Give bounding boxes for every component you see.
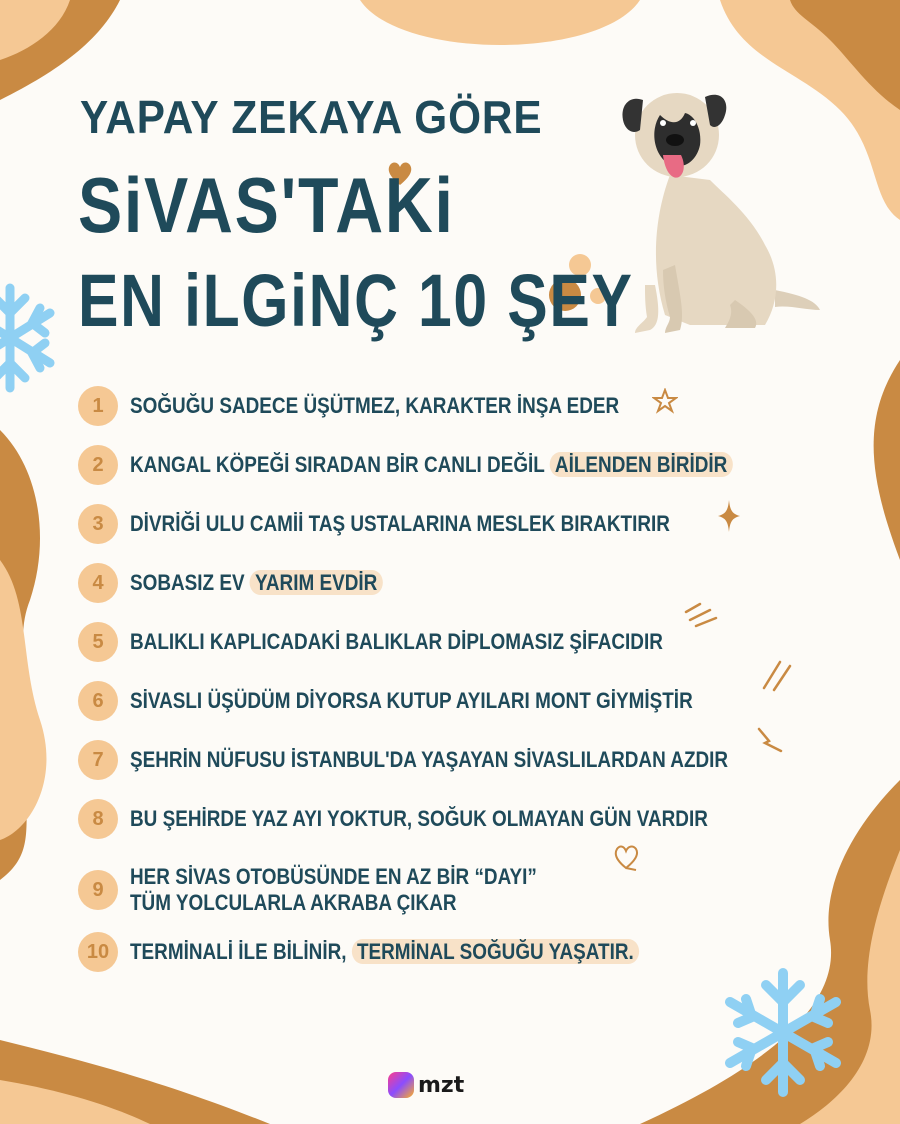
list-item [78, 382, 699, 430]
item-text: BALIKLI KAPLICADAKİ BALIKLAR DİPLOMASIZ ŞİFACIDIR [130, 629, 663, 654]
item-number: 8 [78, 799, 118, 839]
item-text: DİVRİĞİ ULU CAMİİ TAŞ USTALARINA MESLEK BIRAKTIRIR [130, 511, 670, 536]
kangal-dog-illustration [615, 85, 825, 340]
item-text: SOBASIZ EV YARIM EVDİR [130, 570, 382, 596]
item-number: 6 [78, 681, 118, 721]
item-number: 7 [78, 740, 118, 780]
item-number: 1 [78, 386, 118, 426]
item-number: 9 [78, 870, 118, 910]
item-number: 4 [78, 563, 118, 603]
list-item [78, 928, 722, 976]
list-item [78, 860, 603, 920]
logo-mark-icon [388, 1072, 414, 1098]
item-text: SİVASLI ÜŞÜDÜM DİYORSA KUTUP AYILARI MONT GİYMİŞTİR [130, 688, 693, 713]
item-number: 3 [78, 504, 118, 544]
list-item [78, 559, 424, 607]
item-number: 5 [78, 622, 118, 662]
list-item [78, 500, 758, 548]
item-text: KANGAL KÖPEĞİ SIRADAN BİR CANLI DEĞİL AİLENDEN BİRİDİR [130, 452, 732, 478]
list-item [78, 441, 831, 489]
title-line-2: SiVAS'TAKi [78, 161, 455, 249]
logo-text: mzt [418, 1072, 465, 1098]
item-number: 10 [78, 932, 118, 972]
highlight: YARIM EVDİR [250, 570, 383, 595]
list-item [78, 618, 750, 666]
heart-icon [610, 840, 644, 872]
list-item [78, 795, 802, 843]
item-text: HER SİVAS OTOBÜSÜNDE EN AZ BİR “DAYI” TÜM YOLCULARLA AKRABA ÇIKAR [130, 864, 537, 915]
item-text: TERMİNALİ İLE BİLİNİR, TERMİNAL SOĞUĞU YAŞATIR. [130, 939, 639, 965]
snowflake-icon [718, 965, 848, 1100]
highlight: AİLENDEN BİRİDİR [550, 452, 733, 477]
title-line-3: EN iLGiNÇ 10 ŞEY [78, 259, 634, 342]
list-item [78, 677, 784, 725]
highlight: TERMİNAL SOĞUĞU YAŞATIR. [352, 939, 639, 964]
snowflake-icon [0, 278, 70, 398]
item-text: SOĞUĞU SADECE ÜŞÜTMEZ, KARAKTER İNŞA EDER [130, 393, 620, 418]
list-item [78, 736, 825, 784]
brand-logo [388, 1072, 464, 1098]
title-line-1: YAPAY ZEKAYA GÖRE [80, 91, 543, 143]
item-number: 2 [78, 445, 118, 485]
item-text: ŞEHRİN NÜFUSU İSTANBUL'DA YAŞAYAN SİVASLILARDAN AZDIR [130, 747, 729, 772]
item-text: BU ŞEHİRDE YAZ AYI YOKTUR, SOĞUK OLMAYAN GÜN VARDIR [130, 806, 708, 831]
